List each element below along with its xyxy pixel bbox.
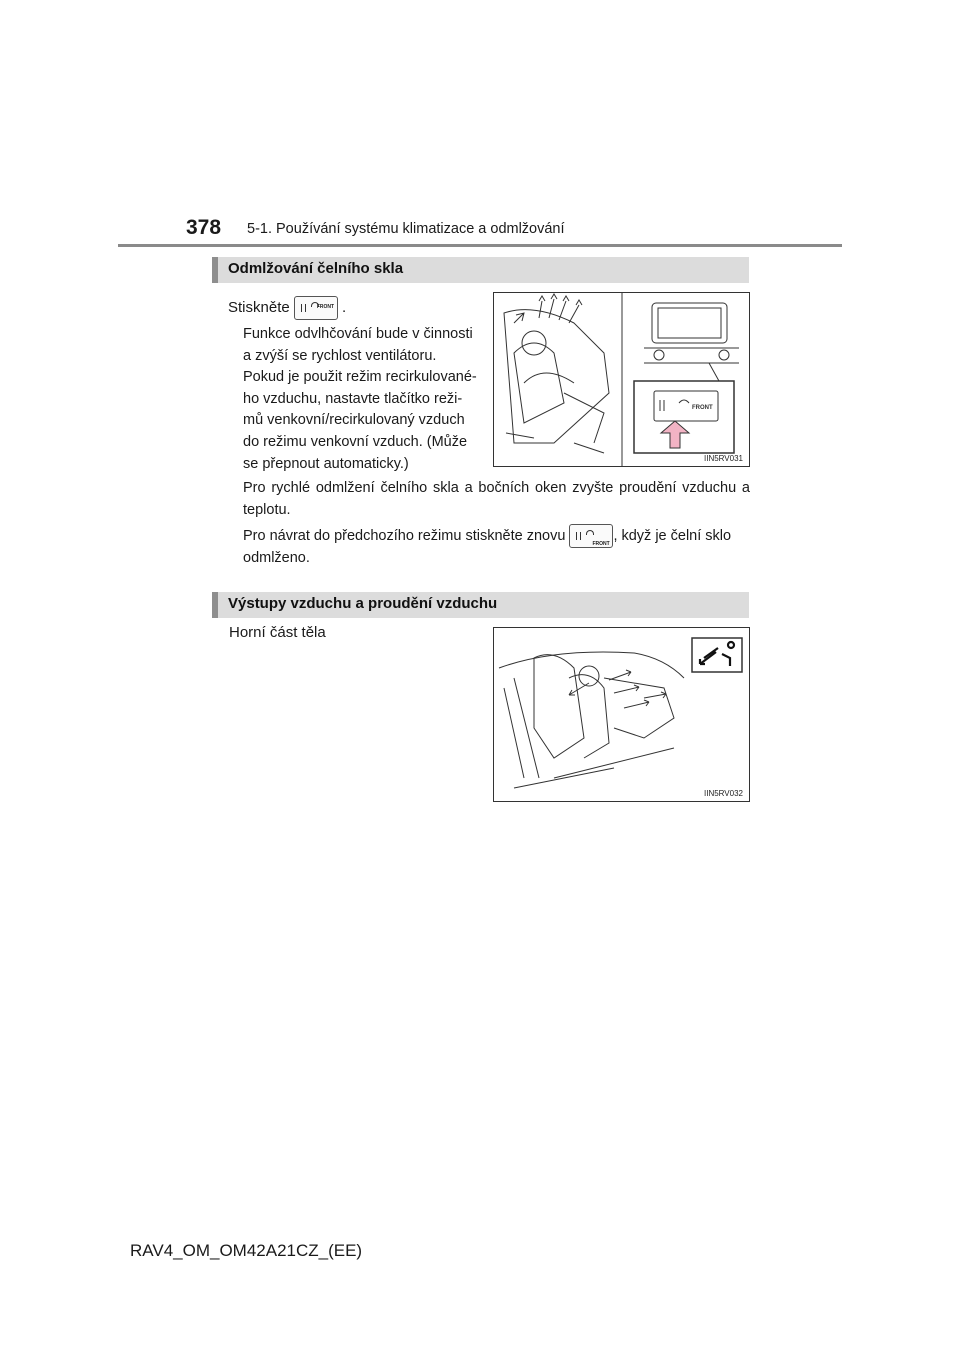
text-line: Funkce odvlhčování bude v činnosti bbox=[243, 326, 473, 342]
section-title: Výstupy vzduchu a proudění vzduchu bbox=[228, 595, 498, 612]
upper-body-airflow-icon bbox=[700, 642, 734, 666]
document-code: RAV4_OM_OM42A21CZ_(EE) bbox=[130, 1241, 363, 1260]
section-title: Odmlžování čelního skla bbox=[228, 260, 404, 277]
airflow-mode-label: Horní část těla bbox=[229, 624, 326, 641]
text-line: do režimu venkovní vzduch. (Může bbox=[243, 433, 468, 450]
return-mode-instruction: Pro návrat do předchozího režimu stiskněte znovu FRONT , když je čelní sklo bbox=[243, 524, 750, 548]
quick-defog-tip: Pro rychlé odmlžení čelního skla a bočních oken zvyšte proudění vzduchu a teplotu. bbox=[243, 480, 750, 518]
figure-code: IIN5RV032 bbox=[704, 789, 743, 798]
text-line: Pokud je použit režim recirkulované- bbox=[243, 369, 477, 386]
section-heading-air-outlets bbox=[212, 592, 749, 618]
page-number: 378 bbox=[186, 216, 222, 239]
section-heading-defog bbox=[212, 257, 749, 283]
front-defroster-button-icon: FRONT bbox=[569, 524, 613, 548]
air-outlets-figure bbox=[493, 627, 750, 802]
header-rule bbox=[118, 244, 842, 247]
defog-explanation bbox=[243, 324, 486, 475]
car-interior-defog-illustration bbox=[494, 293, 749, 466]
text-line: se přepnout automaticky.) bbox=[243, 455, 409, 472]
pointer-arrow-icon bbox=[661, 421, 689, 448]
text-line: a zvýší se rychlost ventilátoru. bbox=[243, 347, 437, 364]
text-line: ho vzduchu, nastavte tlačítko reži- bbox=[243, 390, 463, 407]
step-text: Stiskněte bbox=[228, 298, 290, 316]
button-front-label: FRONT bbox=[692, 405, 713, 411]
defog-figure bbox=[493, 292, 750, 467]
return-mode-instruction-end: odmlženo. bbox=[243, 550, 310, 566]
chapter-title: 5-1. Používání systému klimatizace a odmlžování bbox=[247, 221, 565, 237]
step-text-end: . bbox=[342, 298, 347, 316]
figure-code: IIN5RV031 bbox=[704, 454, 743, 463]
car-interior-airflow-illustration bbox=[494, 628, 749, 801]
step-press-button bbox=[228, 296, 346, 320]
text-line: mů venkovní/recirkulovaný vzduch bbox=[243, 412, 465, 429]
front-defroster-button-icon: FRONT bbox=[294, 296, 338, 320]
